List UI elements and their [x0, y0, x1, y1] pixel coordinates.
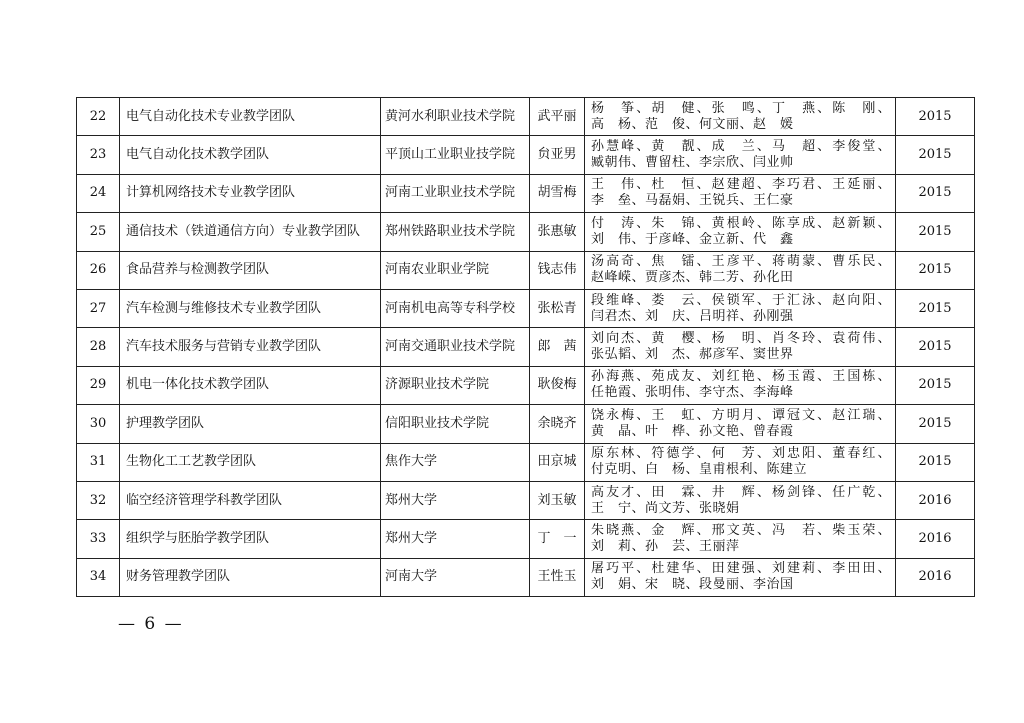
- school-name: 郑州大学: [381, 520, 530, 558]
- team-leader: 钱志伟: [530, 251, 585, 289]
- page-number: — 6 —: [118, 614, 184, 634]
- team-members: [585, 443, 896, 481]
- team-members: [585, 481, 896, 519]
- approval-year: 2015: [896, 443, 975, 481]
- team-name: 生物化工工艺教学团队: [120, 443, 381, 481]
- table-row: [77, 405, 975, 443]
- row-number: 23: [77, 136, 120, 174]
- members-line-2: 赵峰嵘、贾彦杰、韩二芳、孙化田: [591, 270, 794, 286]
- team-members: [585, 328, 896, 366]
- team-leader: 张松青: [530, 289, 585, 327]
- table-row: [77, 213, 975, 251]
- team-members: [585, 520, 896, 558]
- approval-year: 2015: [896, 251, 975, 289]
- row-number: 29: [77, 366, 120, 404]
- team-leader: 刘玉敏: [530, 481, 585, 519]
- row-number: 31: [77, 443, 120, 481]
- team-name: 护理教学团队: [120, 405, 381, 443]
- members-line-2: 刘 娟、宋 晓、段曼丽、李治国: [591, 577, 794, 593]
- members-line-1: 王 伟、杜 恒、赵建超、李巧君、王延丽、: [591, 177, 891, 193]
- team-members: [585, 251, 896, 289]
- school-name: 郑州大学: [381, 481, 530, 519]
- members-line-2: 张弘韬、刘 杰、郝彦军、窦世界: [591, 347, 794, 363]
- members-line-2: 闫君杰、刘 庆、吕明祥、孙刚强: [591, 308, 794, 324]
- team-members: [585, 213, 896, 251]
- team-leader: 贠亚男: [530, 136, 585, 174]
- school-name: 黄河水利职业技术学院: [381, 98, 530, 136]
- members-line-1: 汤高奇、焦 镭、王彦平、蒋萌蒙、曹乐民、: [591, 254, 891, 270]
- school-name: 信阳职业技术学院: [381, 405, 530, 443]
- row-number: 30: [77, 405, 120, 443]
- table-row: [77, 328, 975, 366]
- team-name: 食品营养与检测教学团队: [120, 251, 381, 289]
- approval-year: 2015: [896, 136, 975, 174]
- row-number: 26: [77, 251, 120, 289]
- table-row: [77, 366, 975, 404]
- team-name: 机电一体化技术教学团队: [120, 366, 381, 404]
- members-line-2: 黄 晶、叶 桦、孙文艳、曾春霞: [591, 423, 794, 439]
- team-name: 汽车技术服务与营销专业教学团队: [120, 328, 381, 366]
- members-line-2: 李 垒、马磊娟、王锐兵、王仁豪: [591, 193, 794, 209]
- table-row: [77, 558, 975, 596]
- members-line-1: 屠巧平、杜建华、田建强、刘建莉、李田田、: [591, 561, 891, 577]
- members-line-1: 刘向杰、黄 樱、杨 明、肖冬玲、袁荷伟、: [591, 331, 891, 347]
- team-members: [585, 405, 896, 443]
- team-leader: 郎 茜: [530, 328, 585, 366]
- team-name: 通信技术（铁道通信方向）专业教学团队: [120, 213, 381, 251]
- members-line-1: 朱晓燕、金 辉、邢文英、冯 若、柴玉荣、: [591, 522, 891, 538]
- table-row: [77, 481, 975, 519]
- members-line-2: 任艳霞、张明伟、李守杰、李海峰: [591, 385, 794, 401]
- team-members: [585, 289, 896, 327]
- school-name: 河南农业职业学院: [381, 251, 530, 289]
- approval-year: 2015: [896, 328, 975, 366]
- table-row: [77, 251, 975, 289]
- table-row: [77, 520, 975, 558]
- team-leader: 耿俊梅: [530, 366, 585, 404]
- approval-year: 2016: [896, 481, 975, 519]
- team-name: 电气自动化技术专业教学团队: [120, 98, 381, 136]
- table-row: [77, 443, 975, 481]
- team-list-body: [77, 98, 975, 597]
- row-number: 34: [77, 558, 120, 596]
- team-members: [585, 136, 896, 174]
- members-line-2: 刘 莉、孙 芸、王丽萍: [591, 538, 740, 554]
- school-name: 济源职业技术学院: [381, 366, 530, 404]
- members-line-2: 付克明、白 杨、皇甫根利、陈建立: [591, 462, 808, 478]
- team-name: 电气自动化技术教学团队: [120, 136, 381, 174]
- approval-year: 2016: [896, 520, 975, 558]
- team-leader: 王性玉: [530, 558, 585, 596]
- team-leader: 丁 一: [530, 520, 585, 558]
- row-number: 27: [77, 289, 120, 327]
- school-name: 河南大学: [381, 558, 530, 596]
- team-name: 计算机网络技术专业教学团队: [120, 174, 381, 212]
- team-name: 财务管理教学团队: [120, 558, 381, 596]
- school-name: 郑州铁路职业技术学院: [381, 213, 530, 251]
- approval-year: 2015: [896, 289, 975, 327]
- team-members: [585, 366, 896, 404]
- members-line-2: 刘 伟、于彦峰、金立新、代 鑫: [591, 231, 794, 247]
- members-line-1: 高友才、田 霖、井 辉、杨剑锋、任广乾、: [591, 484, 891, 500]
- members-line-2: 王 宁、尚文芳、张晓娟: [591, 500, 740, 516]
- approval-year: 2015: [896, 213, 975, 251]
- table-row: [77, 174, 975, 212]
- team-leader: 武平丽: [530, 98, 585, 136]
- team-leader: 胡雪梅: [530, 174, 585, 212]
- team-leader: 张惠敏: [530, 213, 585, 251]
- row-number: 24: [77, 174, 120, 212]
- team-members: [585, 558, 896, 596]
- team-leader: 余晓齐: [530, 405, 585, 443]
- members-line-1: 付 涛、朱 锦、黄根岭、陈享成、赵新颖、: [591, 215, 891, 231]
- members-line-1: 原东林、符德学、何 芳、刘忠阳、董春红、: [591, 446, 891, 462]
- row-number: 28: [77, 328, 120, 366]
- members-line-1: 孙海燕、苑成友、刘红艳、杨玉霞、王国栋、: [591, 369, 891, 385]
- team-leader: 田京城: [530, 443, 585, 481]
- members-line-1: 孙慧峰、黄 靓、成 兰、马 超、李俊堂、: [591, 139, 891, 155]
- row-number: 25: [77, 213, 120, 251]
- members-line-1: 杨 筝、胡 健、张 鸣、丁 燕、陈 刚、: [591, 100, 891, 116]
- approval-year: 2016: [896, 558, 975, 596]
- table-row: [77, 136, 975, 174]
- approval-year: 2015: [896, 405, 975, 443]
- school-name: 河南工业职业技术学院: [381, 174, 530, 212]
- row-number: 22: [77, 98, 120, 136]
- school-name: 河南交通职业技术学院: [381, 328, 530, 366]
- row-number: 33: [77, 520, 120, 558]
- members-line-1: 饶永梅、王 虹、方明月、谭冠文、赵江瑞、: [591, 407, 891, 423]
- table-row: [77, 289, 975, 327]
- team-name: 临空经济管理学科教学团队: [120, 481, 381, 519]
- approval-year: 2015: [896, 366, 975, 404]
- team-name: 汽车检测与维修技术专业教学团队: [120, 289, 381, 327]
- approval-year: 2015: [896, 98, 975, 136]
- team-name: 组织学与胚胎学教学团队: [120, 520, 381, 558]
- members-line-2: 臧朝伟、曹留柱、李宗欣、闫业帅: [591, 155, 794, 171]
- team-members: [585, 174, 896, 212]
- school-name: 河南机电高等专科学校: [381, 289, 530, 327]
- table-row: [77, 98, 975, 136]
- approval-year: 2015: [896, 174, 975, 212]
- team-list-table: [76, 97, 975, 597]
- row-number: 32: [77, 481, 120, 519]
- school-name: 平顶山工业职业技学院: [381, 136, 530, 174]
- members-line-2: 高 杨、范 俊、何文丽、赵 媛: [591, 116, 794, 132]
- school-name: 焦作大学: [381, 443, 530, 481]
- team-members: [585, 98, 896, 136]
- members-line-1: 段维峰、娄 云、侯锁军、于汇泳、赵向阳、: [591, 292, 891, 308]
